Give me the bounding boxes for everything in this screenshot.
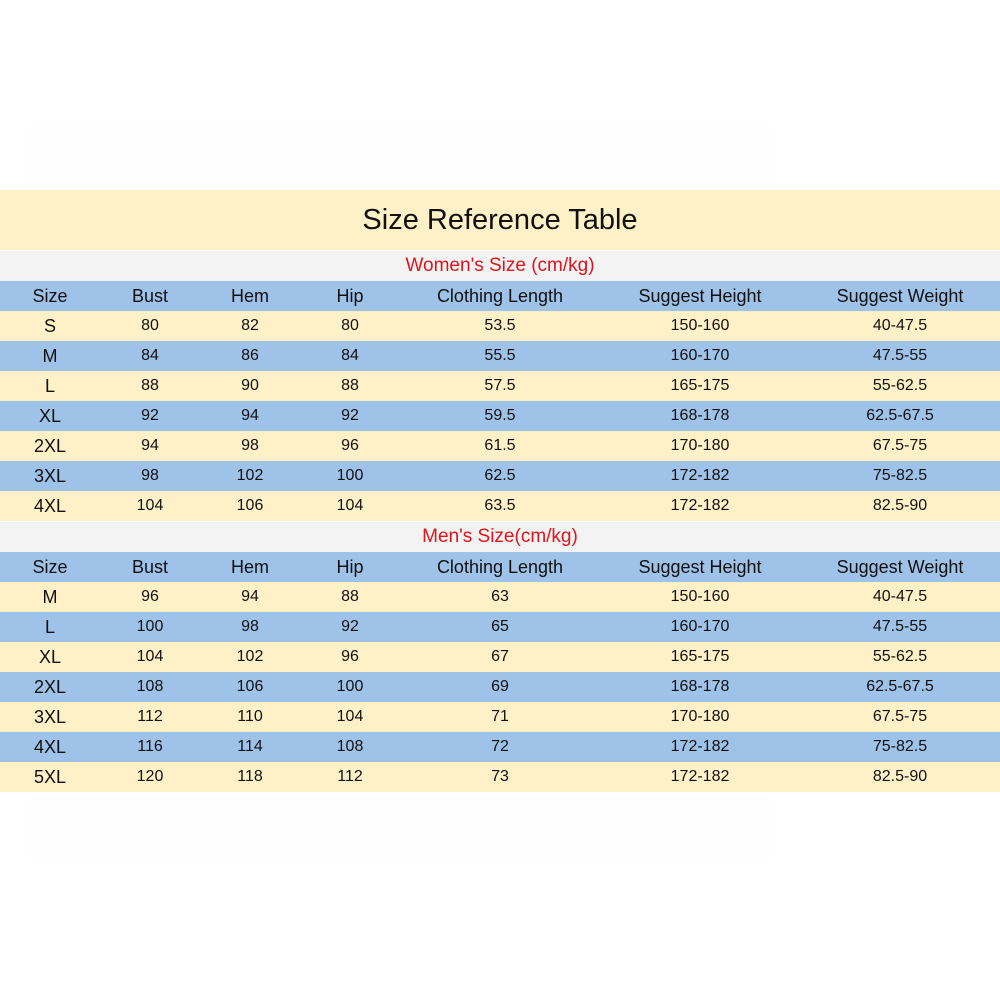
women-section-heading: Women's Size (cm/kg) <box>0 251 1000 281</box>
table-row <box>0 491 1000 521</box>
table-row <box>0 401 1000 431</box>
men-section-heading: Men's Size(cm/kg) <box>0 522 1000 552</box>
table-row <box>0 612 1000 642</box>
column-header: Suggest Height <box>638 556 762 577</box>
table-cell: 92 <box>141 407 159 424</box>
table-cell: 59.5 <box>484 407 516 424</box>
table-cell: 165-175 <box>670 648 730 665</box>
table-cell: 106 <box>236 497 264 514</box>
table-cell: 160-170 <box>670 618 730 635</box>
table-cell: 88 <box>141 377 159 394</box>
women-table-header <box>0 281 1000 311</box>
table-row <box>0 582 1000 612</box>
table-cell: 112 <box>337 768 363 785</box>
table-cell: 75-82.5 <box>872 738 928 755</box>
table-cell: 104 <box>336 708 364 725</box>
table-cell: 110 <box>237 708 263 725</box>
column-header: Suggest Weight <box>836 285 964 306</box>
table-cell: 104 <box>336 497 364 514</box>
table-cell: 165-175 <box>670 377 730 394</box>
table-cell: 112 <box>137 708 163 725</box>
size-cell: L <box>44 375 55 396</box>
table-cell: 94 <box>141 437 159 454</box>
table-cell: 98 <box>241 437 259 454</box>
table-cell: 82 <box>241 317 259 334</box>
table-cell: 120 <box>136 768 164 785</box>
table-cell: 62.5 <box>484 467 516 484</box>
women-size-table <box>0 281 1000 521</box>
table-cell: 88 <box>341 588 359 605</box>
size-cell: 3XL <box>33 465 67 486</box>
table-cell: 82.5-90 <box>872 497 928 514</box>
table-cell: 53.5 <box>484 317 516 334</box>
table-cell: 90 <box>241 377 259 394</box>
title-band <box>0 190 1000 250</box>
table-cell: 40-47.5 <box>872 317 928 334</box>
column-header: Suggest Height <box>638 285 762 306</box>
table-cell: 160-170 <box>670 347 730 364</box>
men-size-table <box>0 552 1000 792</box>
table-row <box>0 672 1000 702</box>
table-cell: 170-180 <box>670 437 730 454</box>
column-header: Bust <box>131 556 169 577</box>
size-cell: 3XL <box>33 706 67 727</box>
men-table-header <box>0 552 1000 582</box>
top-blank-area <box>0 0 1000 125</box>
table-cell: 67.5-75 <box>872 437 928 454</box>
table-row <box>0 702 1000 732</box>
size-cell: L <box>44 616 55 637</box>
table-cell: 172-182 <box>670 738 730 755</box>
table-cell: 106 <box>236 678 264 695</box>
table-cell: 98 <box>241 618 259 635</box>
table-row <box>0 311 1000 341</box>
page-title: Size Reference Table <box>362 203 638 236</box>
table-cell: 62.5-67.5 <box>866 678 934 695</box>
table-cell: 71 <box>491 708 509 725</box>
table-cell: 55-62.5 <box>872 377 928 394</box>
table-cell: 55-62.5 <box>872 648 928 665</box>
table-row <box>0 762 1000 792</box>
size-cell: M <box>42 345 58 366</box>
table-cell: 67.5-75 <box>872 708 928 725</box>
table-cell: 94 <box>241 588 259 605</box>
table-cell: 94 <box>241 407 259 424</box>
table-cell: 96 <box>341 437 359 454</box>
bottom-faint-panel <box>30 794 770 860</box>
size-cell: 4XL <box>33 495 67 516</box>
table-cell: 65 <box>491 618 509 635</box>
size-cell: M <box>42 586 58 607</box>
table-cell: 67 <box>491 648 509 665</box>
table-cell: 80 <box>341 317 359 334</box>
table-cell: 104 <box>136 497 164 514</box>
table-cell: 73 <box>491 768 509 785</box>
size-cell: S <box>43 315 56 336</box>
table-cell: 57.5 <box>484 377 516 394</box>
table-row <box>0 642 1000 672</box>
size-cell: XL <box>38 646 62 667</box>
table-cell: 172-182 <box>670 768 730 785</box>
table-cell: 100 <box>336 678 364 695</box>
table-cell: 108 <box>136 678 164 695</box>
table-cell: 98 <box>141 467 159 484</box>
table-cell: 96 <box>141 588 159 605</box>
table-row <box>0 732 1000 762</box>
size-cell: 2XL <box>33 676 67 697</box>
table-cell: 84 <box>341 347 359 364</box>
table-cell: 55.5 <box>484 347 516 364</box>
table-cell: 92 <box>341 618 359 635</box>
table-cell: 114 <box>237 738 263 755</box>
table-cell: 168-178 <box>670 678 730 695</box>
table-cell: 102 <box>236 467 264 484</box>
table-cell: 80 <box>141 317 159 334</box>
column-header: Hip <box>336 556 364 577</box>
column-header: Bust <box>131 285 169 306</box>
table-cell: 92 <box>341 407 359 424</box>
table-cell: 86 <box>241 347 259 364</box>
table-cell: 63.5 <box>484 497 516 514</box>
table-row <box>0 431 1000 461</box>
table-cell: 104 <box>136 648 164 665</box>
column-header: Hip <box>336 285 364 306</box>
table-cell: 118 <box>237 768 263 785</box>
table-cell: 82.5-90 <box>872 768 928 785</box>
table-cell: 150-160 <box>670 317 730 334</box>
table-cell: 47.5-55 <box>872 347 928 364</box>
table-cell: 172-182 <box>670 497 730 514</box>
column-header: Hem <box>230 556 269 577</box>
table-cell: 69 <box>491 678 509 695</box>
table-cell: 116 <box>137 738 163 755</box>
table-cell: 108 <box>336 738 364 755</box>
column-header: Hem <box>230 285 269 306</box>
table-cell: 40-47.5 <box>872 588 928 605</box>
table-cell: 75-82.5 <box>872 467 928 484</box>
column-header: Size <box>32 285 68 306</box>
table-cell: 100 <box>336 467 364 484</box>
size-cell: XL <box>38 405 62 426</box>
column-header: Clothing Length <box>436 285 564 306</box>
column-header: Suggest Weight <box>836 556 964 577</box>
column-header: Clothing Length <box>436 556 564 577</box>
table-cell: 170-180 <box>670 708 730 725</box>
table-row <box>0 371 1000 401</box>
table-cell: 96 <box>341 648 359 665</box>
table-cell: 61.5 <box>484 437 516 454</box>
size-cell: 2XL <box>33 435 67 456</box>
table-row <box>0 461 1000 491</box>
column-header: Size <box>32 556 68 577</box>
table-row <box>0 341 1000 371</box>
table-cell: 102 <box>236 648 264 665</box>
table-cell: 172-182 <box>670 467 730 484</box>
table-cell: 84 <box>141 347 159 364</box>
table-cell: 72 <box>491 738 509 755</box>
top-faint-panel <box>30 125 770 190</box>
table-cell: 100 <box>136 618 164 635</box>
table-cell: 168-178 <box>670 407 730 424</box>
table-cell: 63 <box>491 588 509 605</box>
table-cell: 62.5-67.5 <box>866 407 934 424</box>
size-cell: 4XL <box>33 736 67 757</box>
table-cell: 88 <box>341 377 359 394</box>
size-cell: 5XL <box>33 766 67 787</box>
table-cell: 47.5-55 <box>872 618 928 635</box>
table-cell: 150-160 <box>670 588 730 605</box>
